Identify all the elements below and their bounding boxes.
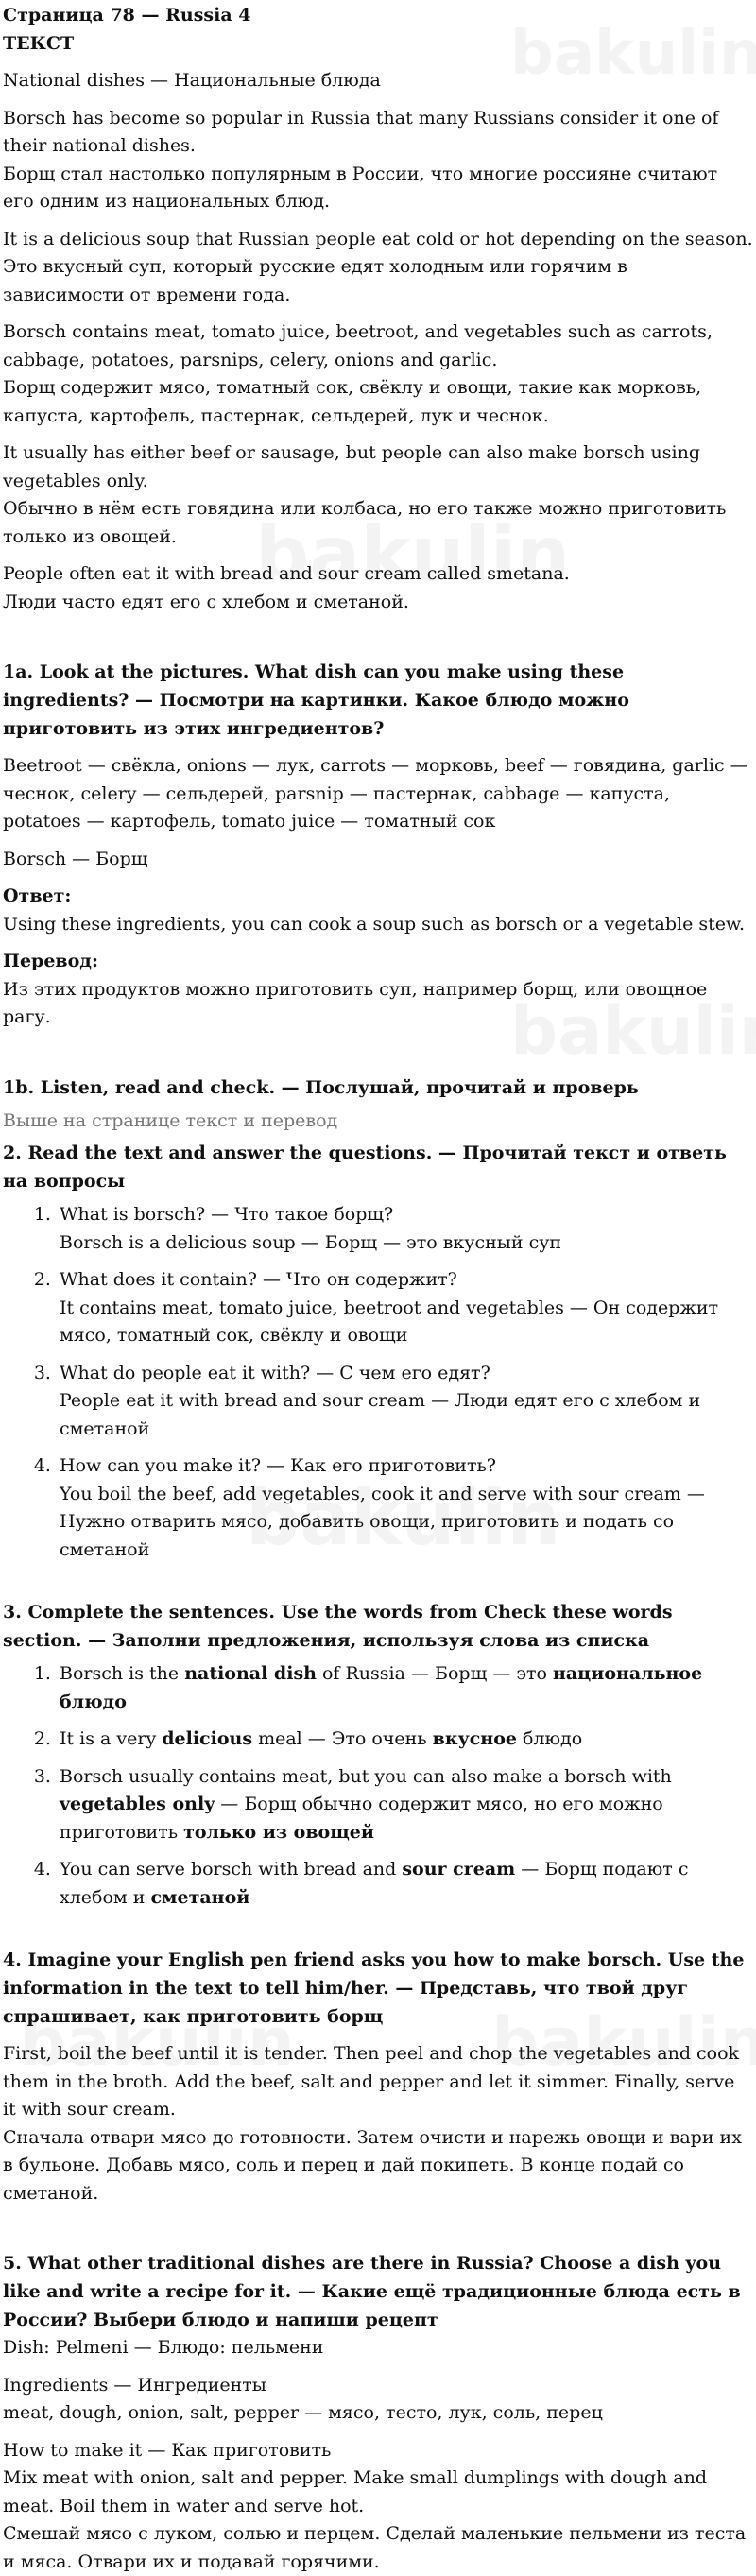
list-item (57, 1360, 753, 1444)
exercise-4 (3, 1946, 753, 2207)
exercise-heading: 3. Complete the sentences. Use the words from Check these words section. — Заполни предложения, используя слова из списка (3, 1602, 673, 1651)
sentence-text: — Борщ подают с хлебом и (60, 1859, 689, 1908)
howto-label: How to make it — Как приготовить (3, 2439, 332, 2461)
text-line: It usually has either beef or sausage, but people can also make borsch using vegetables only. (3, 442, 701, 491)
answer-word: national dish (184, 1663, 317, 1684)
answer-text: Using these ingredients, you can cook a soup such as borsch or a vegetable stew. (3, 913, 746, 935)
text-section (3, 67, 753, 616)
answer-label: Ответ: (3, 885, 72, 906)
exercise-1a (3, 658, 753, 1032)
list-item (57, 1201, 753, 1257)
sentence-text: — Борщ обычно содержит мясо, но его можно приготовить (60, 1794, 663, 1843)
recipe-text-en: First, boil the beef until it is tender. Then peel and chop the vegetables and cook them in the broth. Add the beef, salt and pepper and let it simmer. Finally, serve it with sour cream. (3, 2043, 740, 2120)
text-line: Люди часто едят его с хлебом и сметаной. (3, 591, 409, 612)
dish-name: Dish: Pelmeni — Блюдо: пельмени (3, 2337, 324, 2358)
text-heading: ТЕКСТ (3, 33, 75, 54)
exercise-3 (3, 1598, 753, 1912)
answer-word: национальное блюдо (60, 1663, 703, 1712)
list-item (57, 1856, 753, 1912)
exercise-heading: 5. What other traditional dishes are there in Russia? Choose a dish you like and write a recipe for it. — Какие ещё традиционные блюда есть в России? Выбери блюдо и напиши рецепт (3, 2253, 741, 2330)
question-text: 2. What does it contain? — Что он содержит? (60, 1269, 457, 1290)
answer-text: Borsch is a delicious soup — Борщ — это вкусный суп (60, 1231, 562, 1253)
text-line: Борщ стал настолько популярным в России, что многие россияне считают его одним из национальных блюд. (3, 163, 718, 212)
text-line: Borsch contains meat, tomato juice, beetroot, and vegetables such as carrots, cabbage, potatoes, parsnips, celery, onions and garlic. (3, 321, 713, 370)
sentence-text: блюдо (516, 1728, 583, 1749)
answer-word: delicious (162, 1728, 253, 1749)
list-item (57, 1660, 753, 1716)
note-text: Выше на странице текст и перевод (3, 1109, 338, 1131)
exercise-heading: 4. Imagine your English pen friend asks you how to make borsch. Use the information in the text to tell him/her. — Представь, что твой друг спрашивает, как приготовить борщ (3, 1949, 745, 2027)
answer-word: sour cream (402, 1859, 516, 1880)
question-text: 3. What do people eat it with? — С чем его едят? (60, 1362, 490, 1383)
page-title: Страница 78 — Russia 4 (3, 5, 251, 26)
answer-word: вкусное (432, 1728, 517, 1749)
text-line: Борщ содержит мясо, томатный сок, свёклу и овощи, такие как морковь, капуста, картофель, пастернак, сельдерей, лук и чеснок. (3, 377, 702, 426)
sentence-text: Borsch usually contains meat, but you can also make a borsch with (60, 1765, 672, 1787)
exercise-heading: 2. Read the text and answer the questions. — Прочитай текст и ответь на вопросы (3, 1142, 727, 1192)
sentence-list (3, 1660, 753, 1912)
answer-text: It contains meat, tomato juice, beetroot and vegetables — Он содержит мясо, томатный сок, свёклу и овощи (60, 1297, 719, 1346)
ingredients-list: meat, dough, onion, salt, pepper — мясо, тесто, лук, соль, перец (3, 2402, 603, 2423)
dish-name: Borsch — Борщ (3, 848, 148, 869)
text-line: People often eat it with bread and sour cream called smetana. (3, 563, 570, 584)
sentence-text: of Russia — Борщ — это (316, 1663, 553, 1684)
exercise-2 (3, 1139, 753, 1564)
question-text: 1. What is borsch? — Что такое борщ? (60, 1204, 394, 1225)
answer-word: только из овощей (183, 1821, 374, 1843)
sentence-text: It is a very (60, 1728, 163, 1749)
translation-text: Из этих продуктов можно приготовить суп, например борщ, или овощное рагу. (3, 978, 708, 1027)
text-line: National dishes — Национальные блюда (3, 70, 381, 91)
translation-label: Перевод: (3, 951, 98, 971)
text-line: Borsch has become so popular in Russia that many Russians consider it one of their national dishes. (3, 107, 719, 156)
exercise-5 (3, 2249, 753, 2576)
howto-text-ru: Смешай мясо с луком, солью и перцем. Сделай маленькие пельмени из теста и мяса. Отвари их и подавай горячими. (3, 2523, 747, 2572)
exercise-heading: 1a. Look at the pictures. What dish can you make using these ingredients? — Посмотри на картинки. Какое блюдо можно приготовить из этих ингредиентов? (3, 661, 629, 739)
exercise-1b (3, 1073, 753, 1136)
ingredients-list: Beetroot — свёкла, onions — лук, carrots — морковь, beef — говядина, garlic — чеснок, celery — сельдерей, parsnip — пастернак, cabbage — капуста, potatoes — картофель, tomato juice — томатный сок (3, 755, 748, 832)
question-list (3, 1201, 753, 1564)
answer-text: People eat it with bread and sour cream — Люди едят его с хлебом и сметаной (60, 1390, 701, 1439)
answer-word: vegetables only (60, 1794, 215, 1814)
text-line: It is a delicious soup that Russian people eat cold or hot depending on the season. (3, 228, 753, 249)
sentence-text: You can serve borsch with bread and (60, 1859, 403, 1880)
list-item (57, 1726, 753, 1754)
ingredients-label: Ingredients — Ингредиенты (3, 2374, 266, 2396)
sentence-text: meal — Это очень (252, 1728, 433, 1749)
sentence-text: Borsch is the (60, 1663, 185, 1684)
howto-text-en: Mix meat with onion, salt and pepper. Make small dumplings with dough and meat. Boil them in water and serve hot. (3, 2467, 707, 2516)
answer-text: You boil the beef, add vegetables, cook it and serve with sour cream — Нужно отварить мясо, добавить овощи, приготовить и подать со сметаной (60, 1483, 705, 1560)
list-item (57, 1452, 753, 1564)
list-item (57, 1763, 753, 1847)
question-text: 4. How can you make it? — Как его приготовить? (60, 1455, 496, 1476)
answer-word: сметаной (150, 1886, 250, 1908)
exercise-heading: 1b. Listen, read and check. — Послушай, прочитай и проверь (3, 1076, 639, 1098)
list-item (57, 1266, 753, 1350)
recipe-text-ru: Сначала отвари мясо до готовности. Затем очисти и нарежь овощи и вари их в бульоне. Добавь мясо, соль и перец и дай покипеть. В конце подай со сметаной. (3, 2126, 742, 2204)
text-line: Это вкусный суп, который русские едят холодным или горячим в зависимости от времени года. (3, 256, 627, 305)
text-line: Обычно в нём есть говядина или колбаса, но его также можно приготовить только из овощей. (3, 498, 727, 547)
